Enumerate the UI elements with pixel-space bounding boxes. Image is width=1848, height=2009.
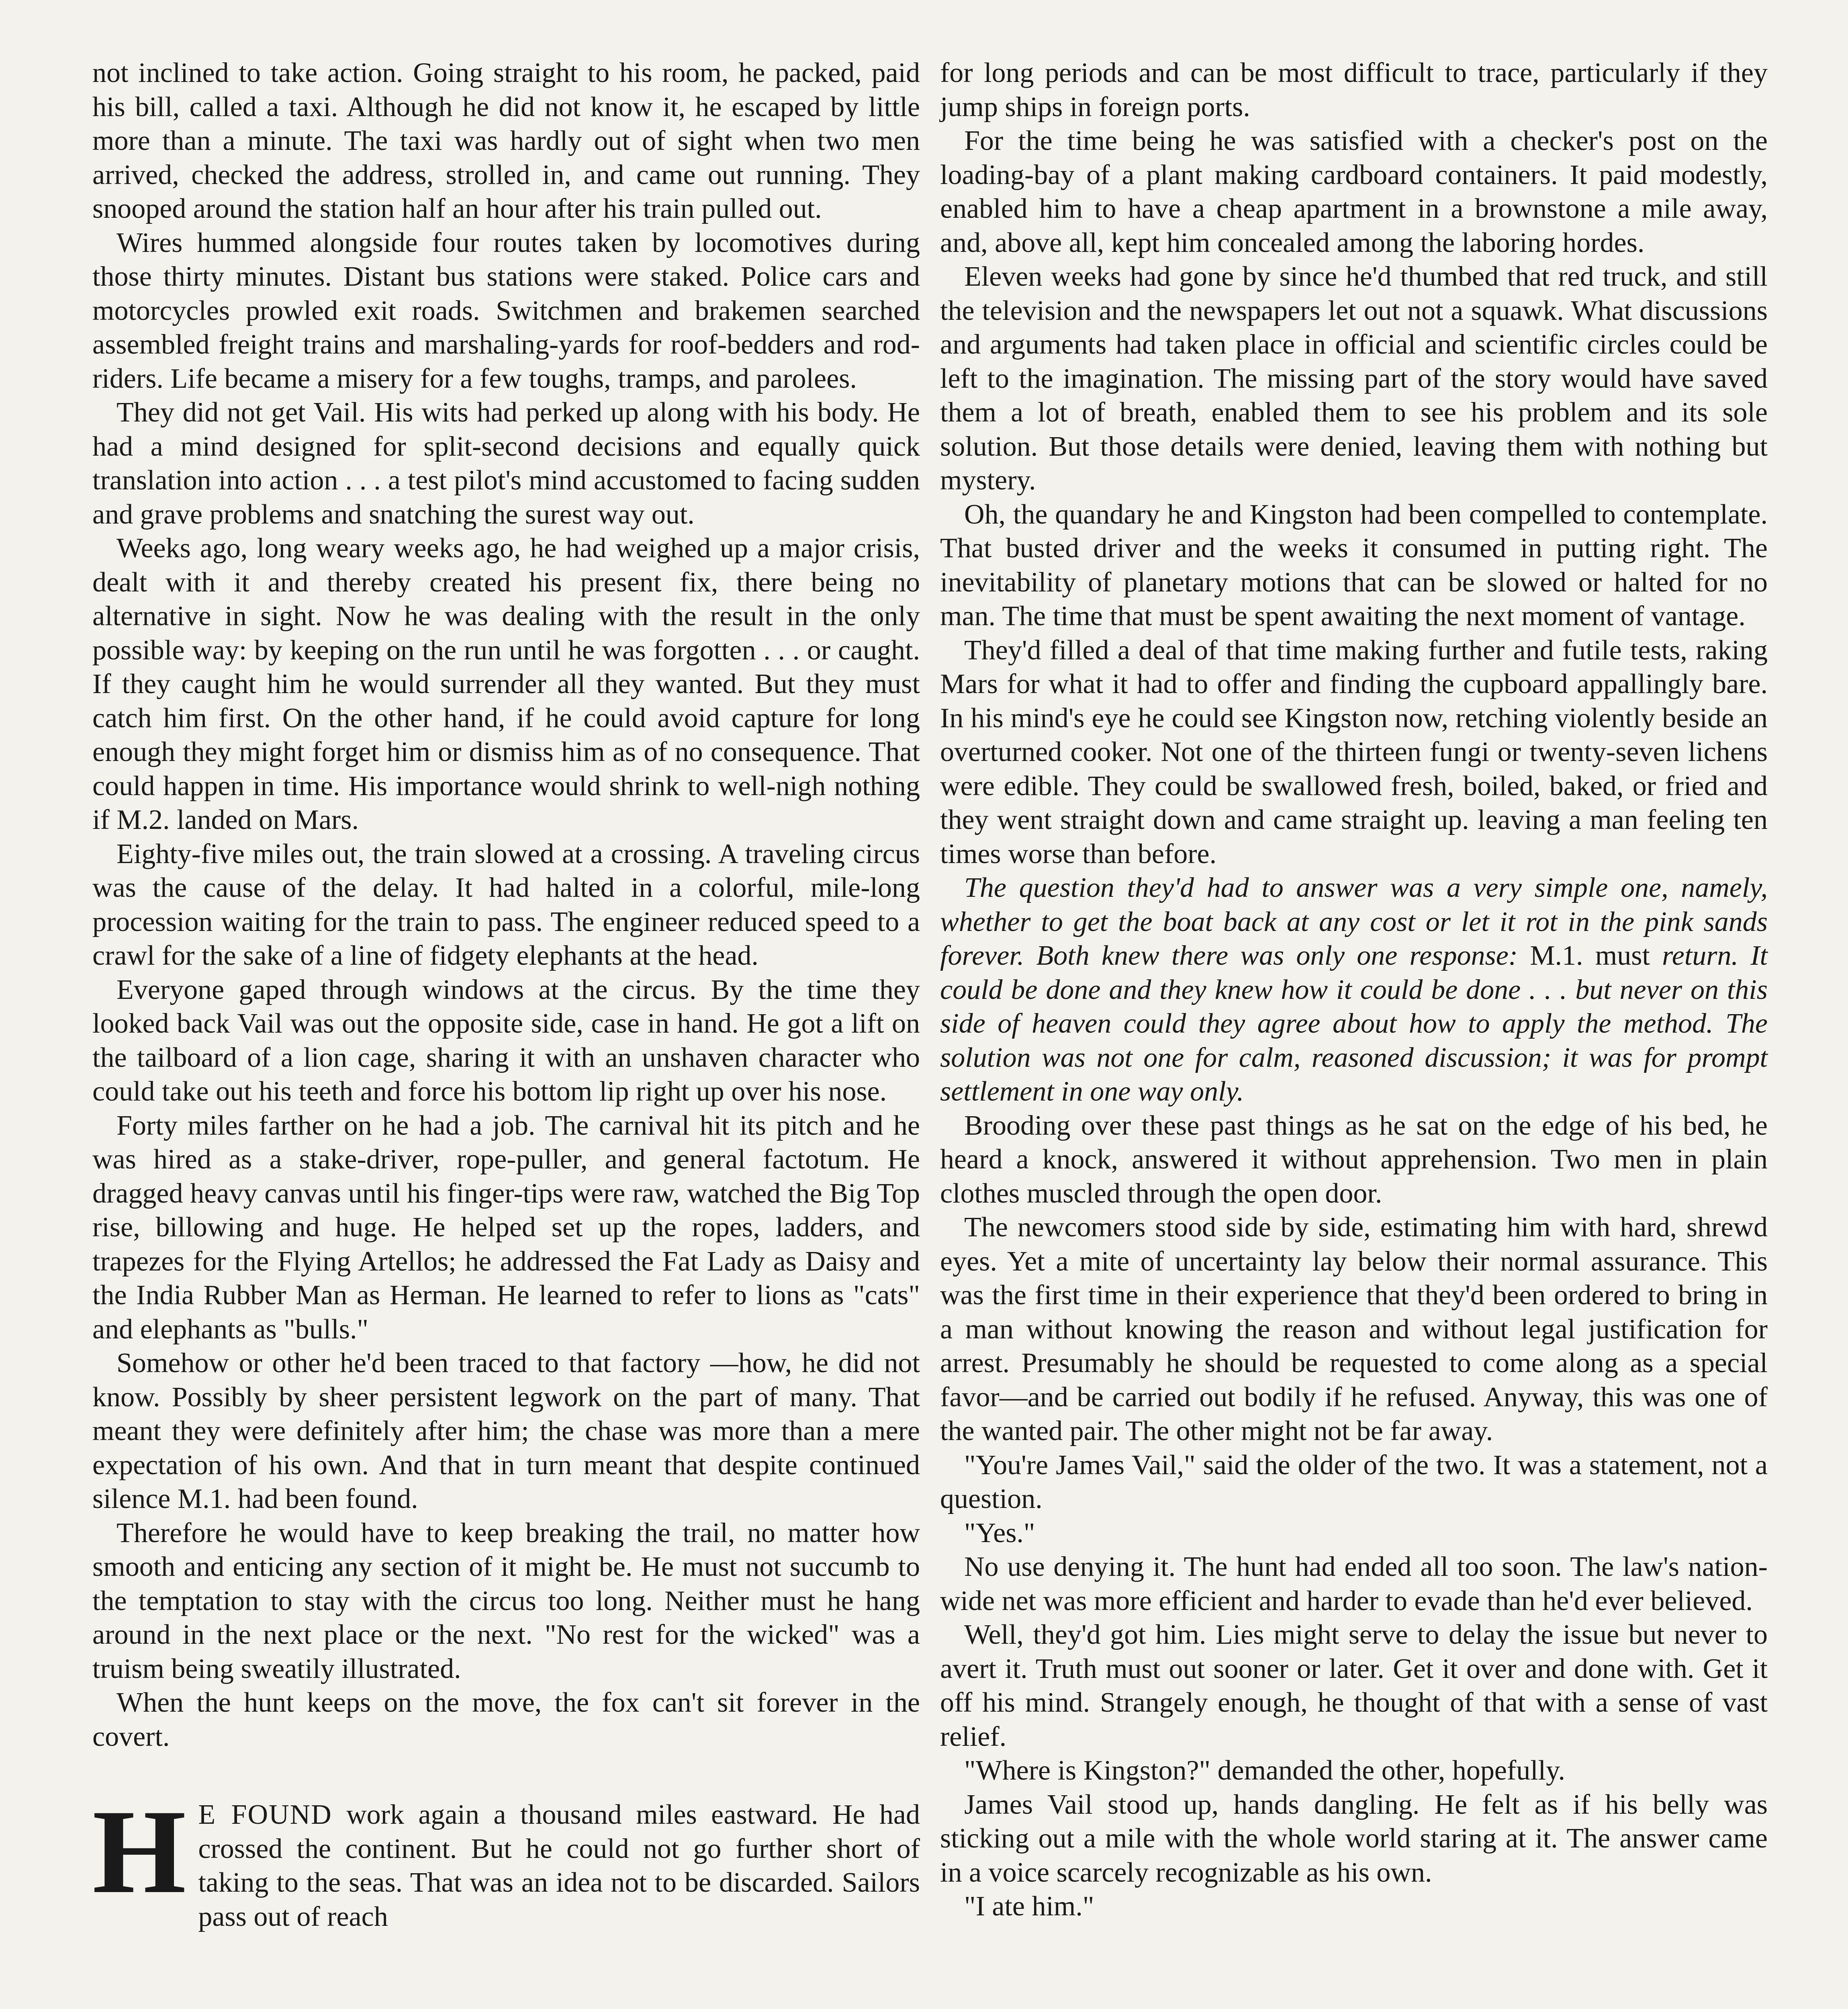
drop-cap: H bbox=[92, 1785, 186, 1918]
left-column bbox=[92, 56, 920, 1934]
roman-text: M.1. must bbox=[1530, 940, 1650, 971]
paragraph: "Where is Kingston?" demanded the other, hopefully. bbox=[964, 1755, 1566, 1786]
italic-paragraph bbox=[940, 871, 1768, 1109]
paragraph: When the hunt keeps on the move, the fox can't sit forever in the covert. bbox=[92, 1687, 920, 1752]
paragraph: For the time being he was satisfied with a checker's post on the loading-bay of a plant making cardboard containers. It paid modestly, enabled him to have a cheap apartment in a brownstone a mile away, and, above all, kept him concealed among the laboring hordes. bbox=[940, 125, 1768, 258]
paragraph: Everyone gaped through windows at the circus. By the time they looked back Vail was out the opposite side, case in hand. He got a lift on the tailboard of a lion cage, sharing it with an unshaven character who could take out his teeth and force his bottom lip right up over his nose. bbox=[92, 974, 920, 1107]
paragraph: Brooding over these past things as he sat on the edge of his bed, he heard a knock, answered it without apprehension. Two men in plain clothes muscled through the open door. bbox=[940, 1110, 1768, 1209]
paragraph: Therefore he would have to keep breaking the trail, no matter how smooth and enticing any section of it might be. He must not succumb to the temptation to stay with the circus too long. Neither must he hang around in the next place or the next. "No rest for the wicked" was a truism being sweatily illustrated. bbox=[92, 1517, 920, 1684]
paragraph: Somehow or other he'd been traced to that factory —how, he did not know. Possibly by sheer persistent legwork on the part of many. That meant they were definitely after him; the chase was more than a mere expectation of his own. And that in turn meant that despite continued silence M.1. had been found. bbox=[92, 1348, 920, 1514]
paragraph: They did not get Vail. His wits had perked up along with his body. He had a mind designed for split-second decisions and equally quick translation into action . . . a test pilot's mind accustomed to facing sudden and grave problems and snatching the surest way out. bbox=[92, 397, 920, 530]
paragraph: not inclined to take action. Going straight to his room, he packed, paid his bill, called a taxi. Although he did not know it, he escaped by little more than a minute. The taxi was hardly out of sight when two men arrived, checked the address, strolled in, and came out running. They snooped around the station half an hour after his train pulled out. bbox=[92, 57, 920, 224]
italic-text: The question they'd had to answer was a very simple one, namely, whether to get the boat back at any cost or let it rot in the pink sands forever. Both knew there was only one response: bbox=[940, 872, 1768, 971]
paragraph: Eleven weeks had gone by since he'd thumbed that red truck, and still the television and the newspapers let out not a squawk. What discussions and arguments had taken place in official and scientific circles could be left to the imagination. The missing part of the story would have saved them a lot of breath, enabled them to see his problem and its sole solution. But those details were denied, leaving them with nothing but mystery. bbox=[940, 261, 1768, 496]
italic-text: return. It could be done and they knew how it could be done . . . but never on this side of heaven could they agree about how to apply the method. The solution was not one for calm, reasoned discussion; it was for prompt settlement in one way only. bbox=[940, 940, 1768, 1107]
paragraph: Eighty-five miles out, the train slowed at a crossing. A traveling circus was the cause of the delay. It had halted in a colorful, mile-long procession waiting for the train to pass. The engineer reduced speed to a crawl for the sake of a line of fidgety elephants at the head. bbox=[92, 838, 920, 971]
paragraph: No use denying it. The hunt had ended all too soon. The law's nation-wide net was more efficient and harder to evade than he'd ever believed. bbox=[940, 1551, 1768, 1616]
dropcap-paragraph-text: work again a thousand miles eastward. He had crossed the continent. But he could not go further short of taking to the seas. That was an idea not to be discarded. Sailors pass out of reach bbox=[198, 1799, 920, 1932]
paragraph: "You're James Vail," said the older of the two. It was a statement, not a question. bbox=[940, 1449, 1768, 1514]
paragraph: They'd filled a deal of that time making further and futile tests, raking Mars for what it had to offer and finding the cupboard appallingly bare. In his mind's eye he could see Kingston now, retching violently beside an overturned cooker. Not one of the thirteen fungi or twenty-seven lichens were edible. They could be swallowed fresh, boiled, baked, or fried and they went straight down and came straight up. leaving a man feeling ten times worse than before. bbox=[940, 634, 1768, 869]
paragraph: Forty miles farther on he had a job. The carnival hit its pitch and he was hired as a stake-driver, rope-puller, and general factotum. He dragged heavy canvas until his finger-tips were raw, watched the Big Top rise, billowing and huge. He helped set up the ropes, ladders, and trapezes for the Flying Artellos; he addressed the Fat Lady as Daisy and the India Rubber Man as Herman. He learned to refer to lions as "cats" and elephants as "bulls." bbox=[92, 1110, 920, 1345]
paragraph: The newcomers stood side by side, estimating him with hard, shrewd eyes. Yet a mite of uncertainty lay below their normal assurance. This was the first time in their experience that they'd been ordered to bring in a man without knowing the reason and without legal justification for arrest. Presumably he should be requested to come along as a special favor—and be carried out bodily if he refused. Anyway, this was one of the wanted pair. The other might not be far away. bbox=[940, 1212, 1768, 1446]
right-column bbox=[940, 56, 1768, 1924]
paragraph: Wires hummed alongside four routes taken by locomotives during those thirty minutes. Distant bus stations were staked. Police cars and motorcycles prowled exit roads. Switchmen and brakemen searched assembled freight trains and marshaling-yards for roof-bedders and rod-riders. Life became a misery for a few toughs, tramps, and parolees. bbox=[92, 227, 920, 394]
lead-words: E FOUND bbox=[198, 1799, 332, 1830]
paragraph: Oh, the quandary he and Kingston had been compelled to contemplate. That busted driver and the weeks it consumed in putting right. The inevitability of planetary motions that can be slowed or halted for no man. The time that must be spent awaiting the next moment of vantage. bbox=[940, 499, 1768, 632]
paragraph: James Vail stood up, hands dangling. He felt as if his belly was sticking out a mile with the whole world staring at it. The answer came in a voice scarcely recognizable as his own. bbox=[940, 1789, 1768, 1888]
paragraph: Well, they'd got him. Lies might serve to delay the issue but never to avert it. Truth must out sooner or later. Get it over and done with. Get it off his mind. Strangely enough, he thought of that with a sense of vast relief. bbox=[940, 1619, 1768, 1752]
paragraph: "Yes." bbox=[964, 1517, 1035, 1549]
paragraph-continuation: for long periods and can be most difficult to trace, particularly if they jump ships in foreign ports. bbox=[940, 57, 1768, 123]
paragraph: "I ate him." bbox=[964, 1891, 1094, 1922]
dropcap-paragraph bbox=[92, 1785, 920, 1934]
paragraph: Weeks ago, long weary weeks ago, he had weighed up a major crisis, dealt with it and thereby created his present fix, there being no alternative in sight. Now he was dealing with the result in the only possible way: by keeping on the run until he was forgotten . . . or caught. If they caught him he would surrender all they wanted. But they must catch him first. On the other hand, if he could avoid capture for long enough they might forget him or dismiss him as of no consequence. That could happen in time. His importance would shrink to well-nigh nothing if M.2. landed on Mars. bbox=[92, 533, 920, 835]
